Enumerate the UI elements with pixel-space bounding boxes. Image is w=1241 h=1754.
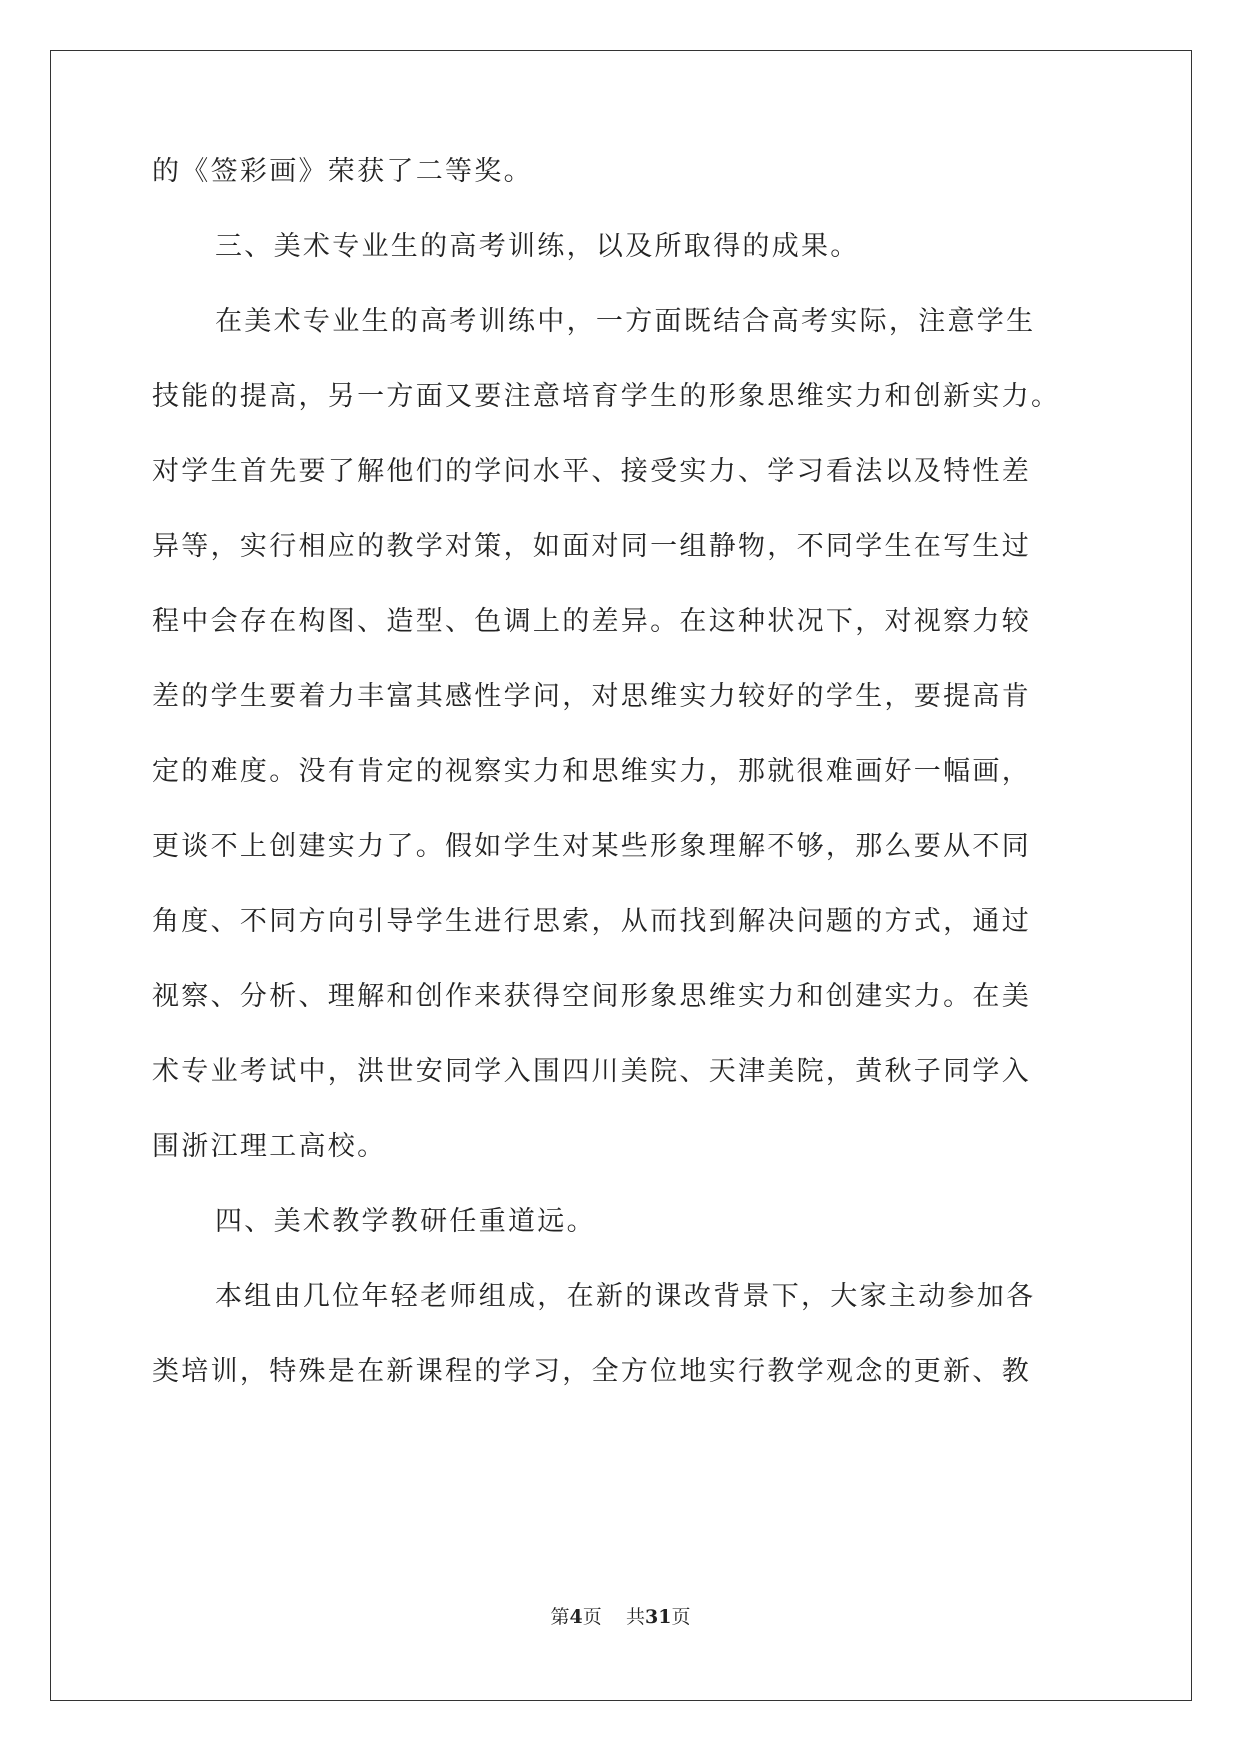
text-line: 的《签彩画》荣获了二等奖。 — [152, 156, 533, 187]
text-line: 类培训，特殊是在新课程的学习，全方位地实行教学观念的更新、教 — [152, 1356, 1031, 1387]
page-number: 4 — [569, 1606, 583, 1628]
total-prefix: 共 — [625, 1606, 645, 1628]
text-line: 本组由几位年轻老师组成，在新的课改背景下，大家主动参加各 — [215, 1281, 1036, 1312]
section-heading: 四、美术教学教研任重道远。 — [215, 1206, 596, 1237]
text-line: 角度、不同方向引导学生进行思索，从而找到解决问题的方式，通过 — [152, 906, 1031, 937]
text-line: 视察、分析、理解和创作来获得空间形象思维实力和创建实力。在美 — [152, 981, 1031, 1012]
text-line: 技能的提高，另一方面又要注意培育学生的形象思维实力和创新实力。 — [152, 381, 1061, 412]
text-line: 更谈不上创建实力了。假如学生对某些形象理解不够，那么要从不同 — [152, 831, 1031, 862]
text-line: 异等，实行相应的教学对策，如面对同一组静物，不同学生在写生过 — [152, 531, 1031, 562]
text-line: 差的学生要着力丰富其感性学问，对思维实力较好的学生，要提高肯 — [152, 681, 1031, 712]
text-line: 围浙江理工高校。 — [152, 1131, 387, 1162]
page-border — [50, 50, 1192, 1701]
page-prefix: 第 — [550, 1606, 570, 1628]
text-line: 在美术专业生的高考训练中，一方面既结合高考实际，注意学生 — [215, 306, 1036, 337]
text-line: 定的难度。没有肯定的视察实力和思维实力，那就很难画好一幅画， — [152, 756, 1031, 787]
text-line: 术专业考试中，洪世安同学入围四川美院、天津美院，黄秋子同学入 — [152, 1056, 1031, 1087]
total-suffix: 页 — [671, 1606, 691, 1628]
text-line: 程中会存在构图、造型、色调上的差异。在这种状况下，对视察力较 — [152, 606, 1031, 637]
page-footer — [0, 1602, 1241, 1629]
section-heading: 三、美术专业生的高考训练，以及所取得的成果。 — [215, 231, 860, 262]
text-line: 对学生首先要了解他们的学问水平、接受实力、学习看法以及特性差 — [152, 456, 1031, 487]
total-pages: 31 — [644, 1606, 672, 1628]
page-suffix: 页 — [582, 1606, 602, 1628]
